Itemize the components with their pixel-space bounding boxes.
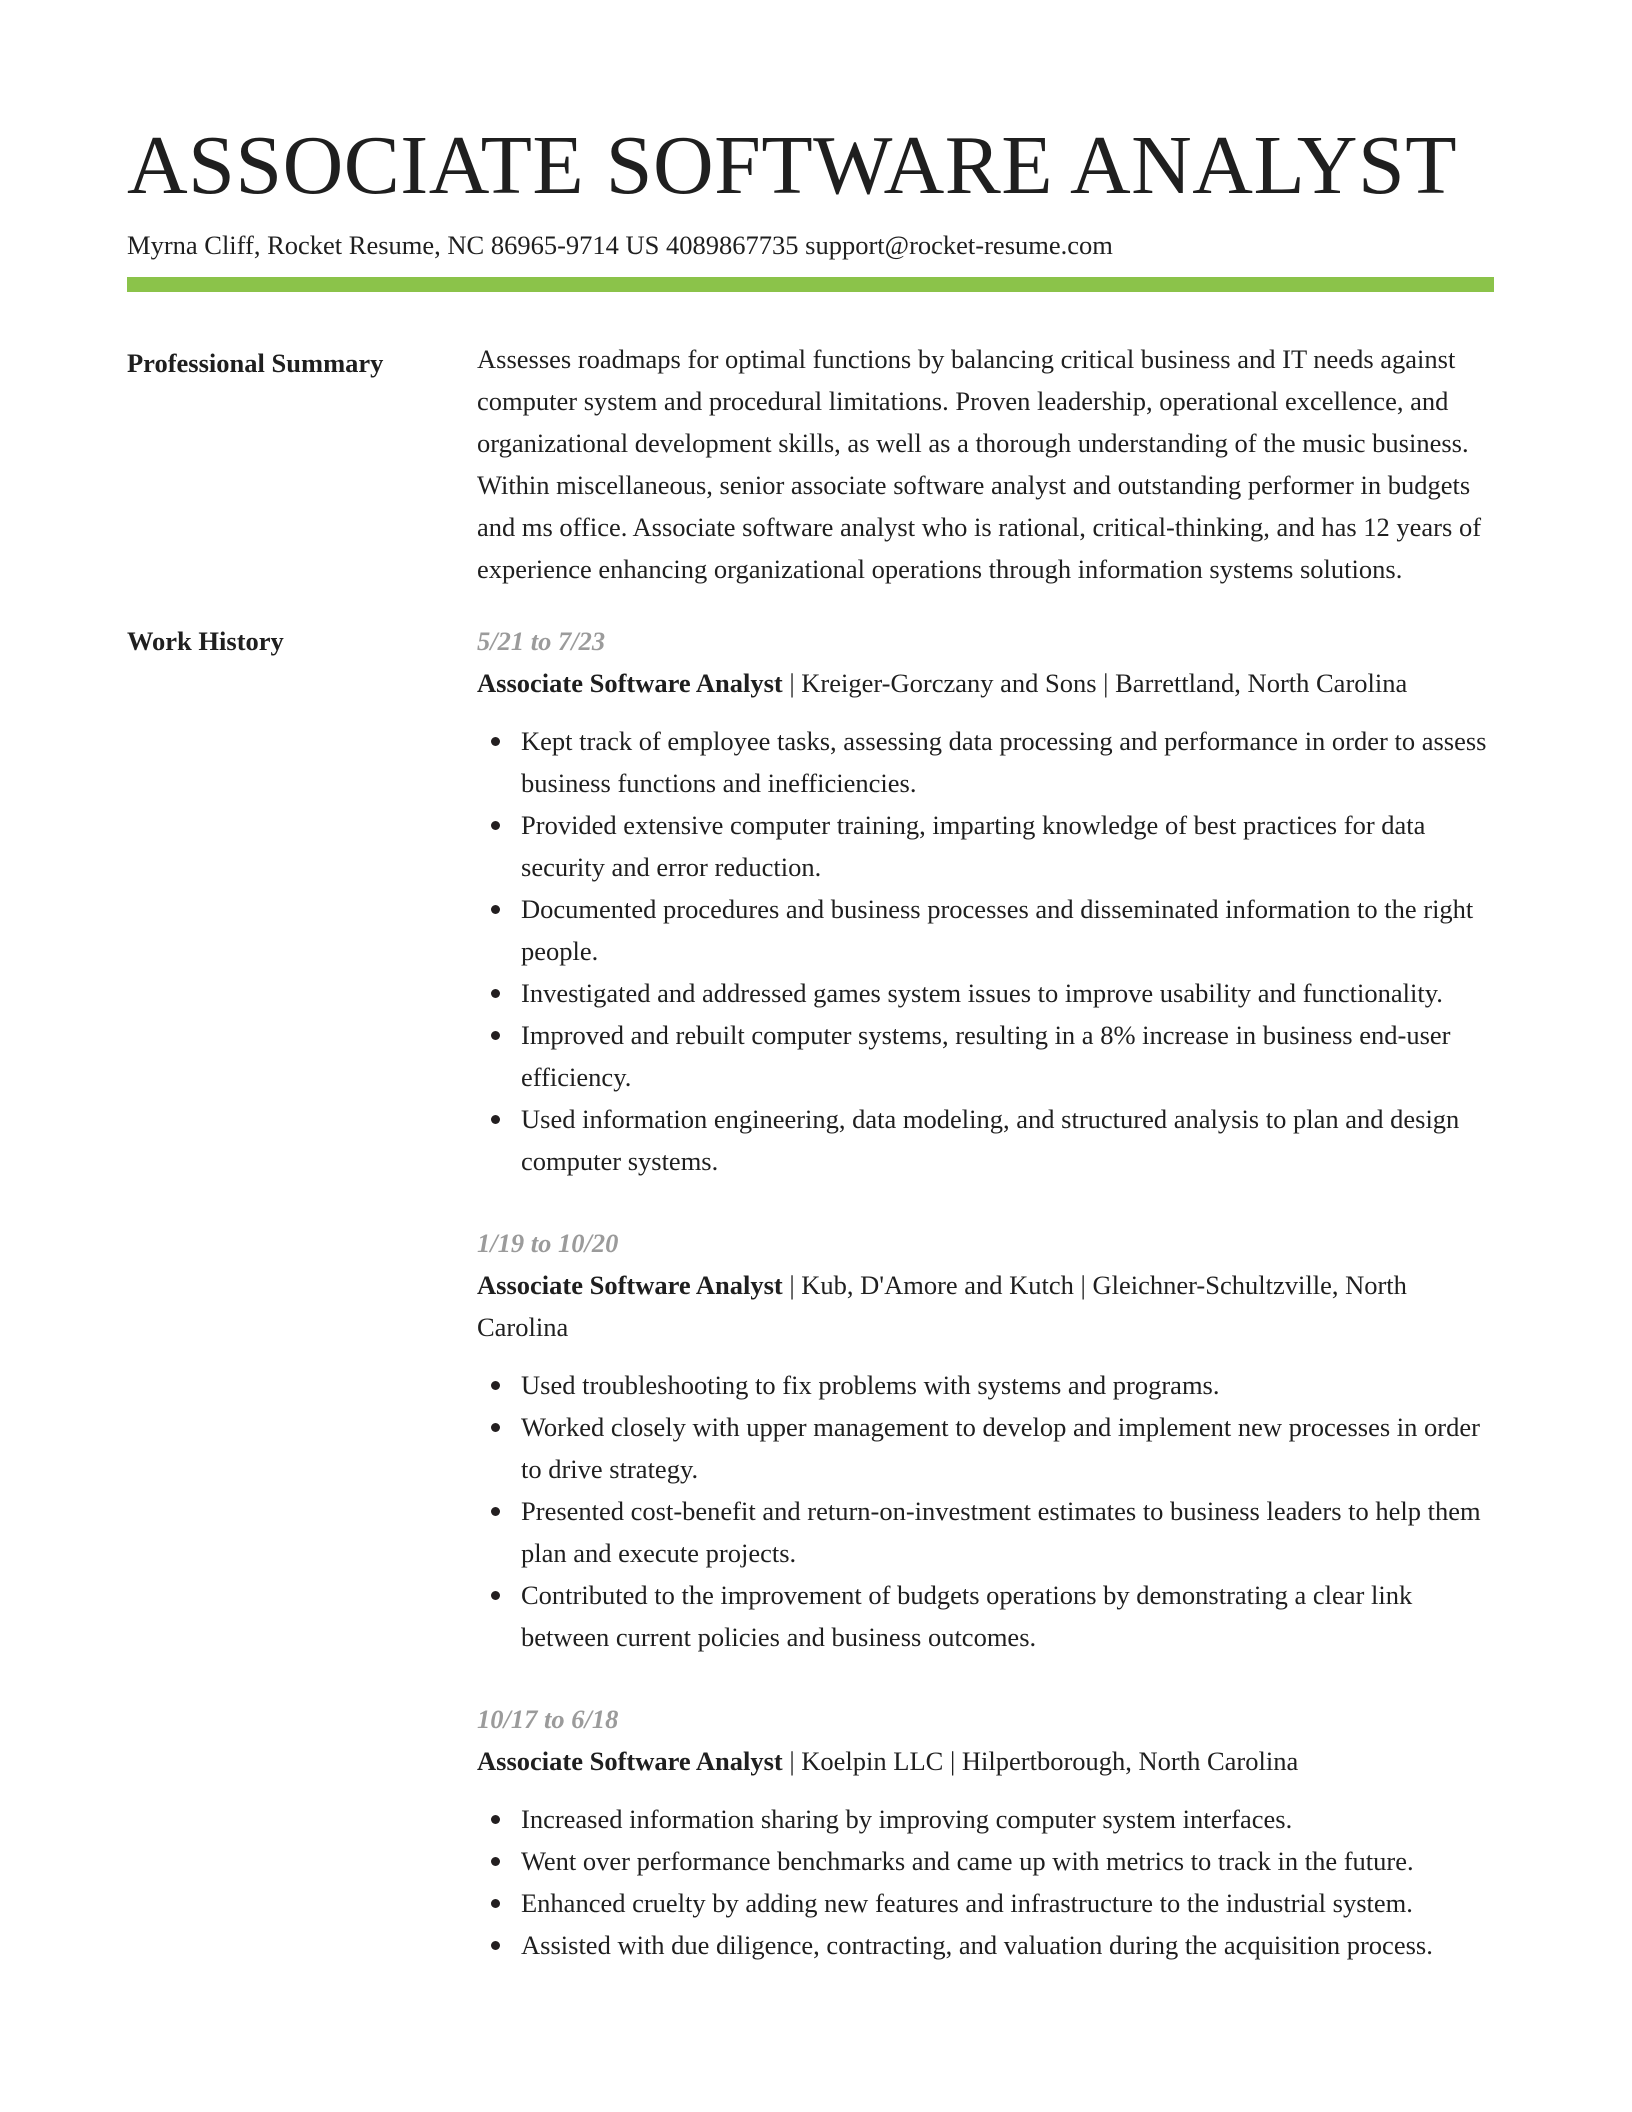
job-bullet [477, 1924, 1494, 1966]
bullet-dot-icon [491, 821, 500, 830]
job-bullets [477, 720, 1494, 1182]
job-bullet-text: Provided extensive computer training, imparting knowledge of best practices for data security and error reduction. [521, 810, 1426, 882]
bullet-dot-icon [491, 1941, 500, 1950]
job-bullet [477, 720, 1494, 804]
job-bullet [477, 972, 1494, 1014]
job-title-line [477, 1740, 1494, 1782]
job-title: Associate Software Analyst [477, 1746, 783, 1776]
job-title: Associate Software Analyst [477, 1270, 783, 1300]
resume-title: ASSOCIATE SOFTWARE ANALYST [127, 119, 1458, 212]
bullet-dot-icon [491, 1423, 500, 1432]
job-bullets [477, 1364, 1494, 1658]
bullet-dot-icon [491, 1899, 500, 1908]
section-label-work-history: Work History [127, 626, 284, 656]
job-bullet-text: Went over performance benchmarks and came up with metrics to track in the future. [521, 1846, 1414, 1876]
job-bullet [477, 1840, 1494, 1882]
job-bullet-text: Worked closely with upper management to develop and implement new processes in order to drive strategy. [521, 1412, 1480, 1484]
job-bullet-text: Increased information sharing by improving computer system interfaces. [521, 1804, 1293, 1834]
job-details: | Kub, D'Amore and Kutch | Gleichner-Schultzville, North Carolina [477, 1270, 1407, 1342]
job-bullet [477, 1098, 1494, 1182]
job-bullet-text: Enhanced cruelty by adding new features and infrastructure to the industrial system. [521, 1888, 1413, 1918]
work-history-section [127, 620, 1494, 1966]
job-bullet [477, 1798, 1494, 1840]
summary-text: Assesses roadmaps for optimal functions by balancing critical business and IT needs against computer system and procedural limitations. Proven leadership, operational excellence, and organizational development skills, as well as a thorough understanding of the music business. Within miscellaneous, senior associate software analyst and outstanding performer in budgets and ms office. Associate software analyst who is rational, critical-thinking, and has 12 years of experience enhancing organizational operations through information systems solutions. [477, 344, 1482, 584]
bullet-dot-icon [491, 1591, 500, 1600]
resume-page [127, 119, 1494, 1966]
summary-body [477, 342, 1494, 590]
job-bullet [477, 1406, 1494, 1490]
job-entry [477, 1698, 1494, 1966]
job-bullet [477, 1490, 1494, 1574]
work-history-body [477, 620, 1494, 1966]
bullet-dot-icon [491, 737, 500, 746]
job-bullet-text: Improved and rebuilt computer systems, resulting in a 8% increase in business end-user efficiency. [521, 1020, 1451, 1092]
bullet-dot-icon [491, 1381, 500, 1390]
job-bullet-text: Assisted with due diligence, contracting, and valuation during the acquisition process. [521, 1930, 1433, 1960]
job-bullet [477, 1574, 1494, 1658]
job-bullets [477, 1798, 1494, 1966]
job-bullet [477, 1364, 1494, 1406]
header-divider [127, 277, 1494, 292]
job-bullet-text: Investigated and addressed games system issues to improve usability and functionality. [521, 978, 1443, 1008]
job-bullet-text: Contributed to the improvement of budgets operations by demonstrating a clear link between current policies and business outcomes. [521, 1580, 1413, 1652]
job-bullet [477, 888, 1494, 972]
job-entry [477, 1222, 1494, 1658]
job-bullet-text: Used information engineering, data modeling, and structured analysis to plan and design computer systems. [521, 1104, 1460, 1176]
bullet-dot-icon [491, 1115, 500, 1124]
job-title: Associate Software Analyst [477, 668, 783, 698]
job-bullet-text: Used troubleshooting to fix problems with systems and programs. [521, 1370, 1220, 1400]
job-details: | Kreiger-Gorczany and Sons | Barrettland, North Carolina [782, 668, 1408, 698]
contact-line: Myrna Cliff, Rocket Resume, NC 86965-9714 US 4089867735 support@rocket-resume.com [127, 230, 1113, 260]
job-title-line [477, 1264, 1494, 1348]
job-bullet-text: Documented procedures and business processes and disseminated information to the right people. [521, 894, 1474, 966]
job-bullet [477, 1882, 1494, 1924]
job-bullet [477, 1014, 1494, 1098]
job-bullet-text: Kept track of employee tasks, assessing data processing and performance in order to assess business functions and inefficiencies. [521, 726, 1487, 798]
bullet-dot-icon [491, 905, 500, 914]
section-label-summary: Professional Summary [127, 348, 384, 378]
job-dates: 1/19 to 10/20 [477, 1228, 619, 1258]
job-dates: 5/21 to 7/23 [477, 626, 606, 656]
professional-summary-section [127, 342, 1494, 590]
bullet-dot-icon [491, 1815, 500, 1824]
job-title-line [477, 662, 1494, 704]
job-details: | Koelpin LLC | Hilpertborough, North Carolina [782, 1746, 1299, 1776]
job-entry [477, 620, 1494, 1182]
job-bullet [477, 804, 1494, 888]
bullet-dot-icon [491, 989, 500, 998]
bullet-dot-icon [491, 1857, 500, 1866]
job-bullet-text: Presented cost-benefit and return-on-investment estimates to business leaders to help them plan and execute projects. [521, 1496, 1481, 1568]
job-dates: 10/17 to 6/18 [477, 1704, 619, 1734]
bullet-dot-icon [491, 1031, 500, 1040]
bullet-dot-icon [491, 1507, 500, 1516]
